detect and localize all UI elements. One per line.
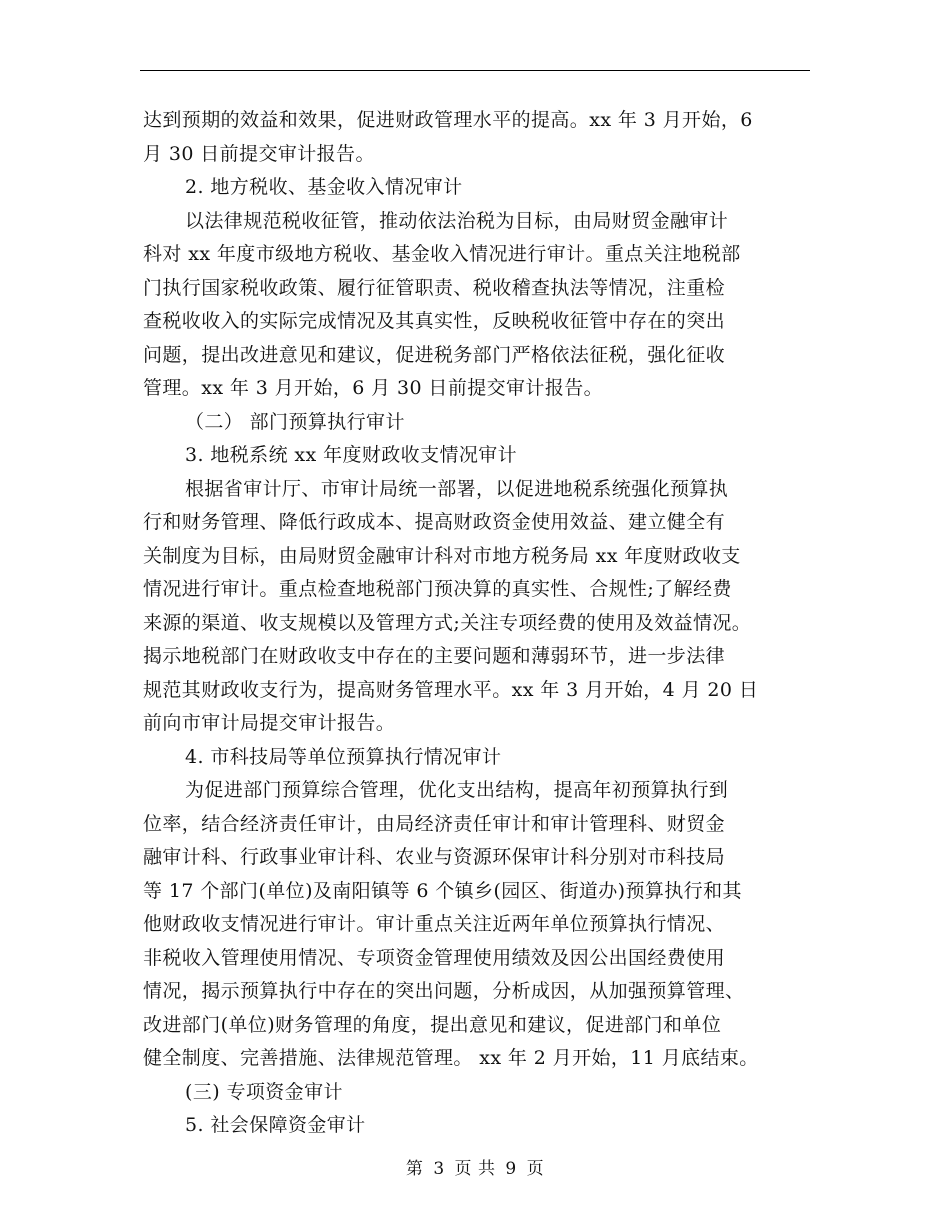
text-line: 改进部门(单位)财务管理的角度，提出意见和建议，促进部门和单位 bbox=[143, 1013, 722, 1036]
text-line: 情况，揭示预算执行中存在的突出问题，分析成因，从加强预算管理、 bbox=[143, 980, 745, 1002]
footer-middle: 页 共 bbox=[454, 1159, 496, 1179]
text-line: 非税收入管理使用情况、专项资金管理使用绩效及因公出国经费使用 bbox=[143, 946, 726, 969]
text-line: 前向市审计局提交审计报告。 bbox=[143, 712, 396, 734]
text-line: (三) 专项资金审计 bbox=[185, 1080, 343, 1103]
text-line: 门执行国家税收政策、履行征管职责、税收稽查执法等情况，注重检 bbox=[143, 276, 726, 299]
text-line: 达到预期的效益和效果，促进财政管理水平的提高。xx 年 3 月开始，6 bbox=[143, 109, 753, 131]
text-line: 5. 社会保障资金审计 bbox=[185, 1114, 366, 1136]
text-line: 融审计科、行政事业审计科、农业与资源环保审计科分别对市科技局 bbox=[143, 846, 726, 868]
text-line: 4. 市科技局等单位预算执行情况审计 bbox=[185, 745, 502, 768]
document-body bbox=[143, 104, 813, 1143]
text-line: 科对 xx 年度市级地方税收、基金收入情况进行审计。重点关注地税部 bbox=[143, 243, 741, 265]
text-line: 3. 地税系统 xx 年度财政收支情况审计 bbox=[185, 444, 518, 466]
text-line: 健全制度、完善措施、法律规范管理。 xx 年 2 月开始，11 月底结束。 bbox=[143, 1047, 759, 1069]
text-line: 月 30 日前提交审计报告。 bbox=[143, 142, 375, 165]
text-line: 行和财务管理、降低行政成本、提高财政资金使用效益、建立健全有 bbox=[143, 511, 726, 533]
page-footer bbox=[0, 1154, 950, 1179]
footer-total-pages: 9 bbox=[505, 1159, 517, 1179]
text-line: 根据省审计厅、市审计局统一部署，以促进地税系统强化预算执 bbox=[185, 477, 729, 500]
text-line: 以法律规范税收征管，推动依法治税为目标，由局财贸金融审计 bbox=[185, 209, 729, 232]
text-line: （二） 部门预算执行审计 bbox=[185, 410, 405, 433]
text-line: 规范其财政收支行为，提高财务管理水平。xx 年 3 月开始，4 月 20 日 bbox=[143, 678, 759, 701]
text-line: 2. 地方税收、基金收入情况审计 bbox=[185, 176, 463, 198]
text-line: 查税收收入的实际完成情况及其真实性，反映税收征管中存在的突出 bbox=[143, 310, 726, 332]
text-line: 为促进部门预算综合管理，优化支出结构，提高年初预算执行到 bbox=[185, 779, 729, 801]
text-line: 管理。xx 年 3 月开始，6 月 30 日前提交审计报告。 bbox=[143, 377, 604, 399]
text-line: 情况进行审计。重点检查地税部门预决算的真实性、合规性;了解经费 bbox=[143, 578, 732, 600]
footer-prefix: 第 bbox=[405, 1159, 424, 1179]
text-line: 等 17 个部门(单位)及南阳镇等 6 个镇乡(园区、街道办)预算执行和其 bbox=[143, 879, 742, 902]
text-line: 揭示地税部门在财政收支中存在的主要问题和薄弱环节，进一步法律 bbox=[143, 645, 726, 667]
text-line: 关制度为目标，由局财贸金融审计科对市地方税务局 xx 年度财政收支 bbox=[143, 544, 741, 567]
text-line: 位率，结合经济责任审计，由局经济责任审计和审计管理科、财贸金 bbox=[143, 812, 726, 835]
header-rule bbox=[140, 70, 810, 71]
text-line: 他财政收支情况进行审计。审计重点关注近两年单位预算执行情况、 bbox=[143, 913, 726, 935]
footer-suffix: 页 bbox=[526, 1159, 545, 1179]
text-line: 问题，提出改进意见和建议，促进税务部门严格依法征税，强化征收 bbox=[143, 343, 726, 366]
footer-current-page: 3 bbox=[433, 1159, 445, 1179]
text-line: 来源的渠道、收支规模以及管理方式;关注专项经费的使用及效益情况。 bbox=[143, 611, 752, 634]
